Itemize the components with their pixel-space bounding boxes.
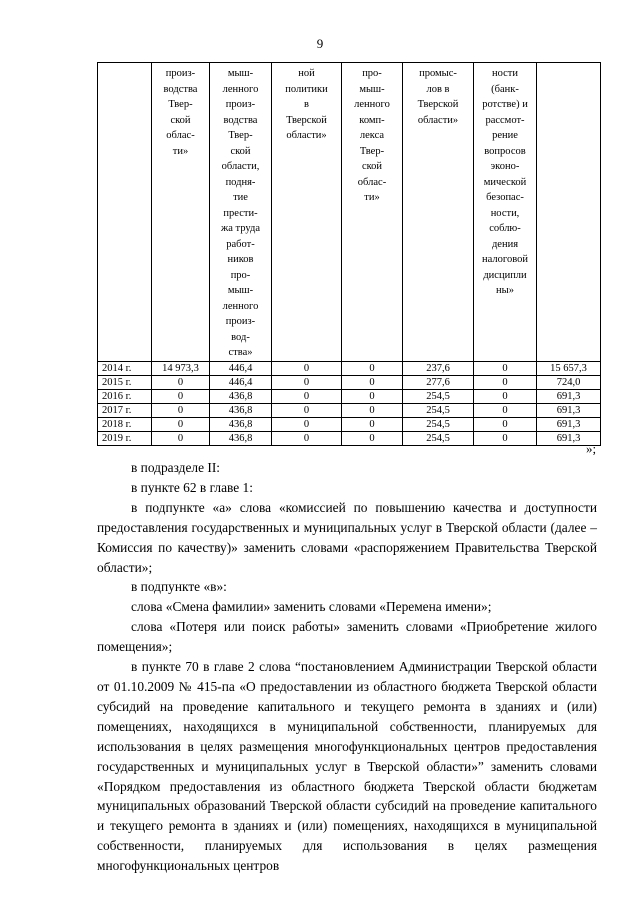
year-cell: 2014 г. [98, 361, 152, 375]
paragraph: в подпункте «в»: [131, 579, 227, 595]
value-cell: 436,8 [210, 417, 272, 431]
table-row [98, 403, 601, 417]
value-cell: 0 [342, 389, 403, 403]
value-cell: 0 [272, 431, 342, 445]
value-cell: 0 [272, 403, 342, 417]
value-cell: 0 [474, 361, 537, 375]
value-cell: 0 [342, 375, 403, 389]
value-cell: 0 [152, 403, 210, 417]
value-cell: 0 [474, 389, 537, 403]
value-cell: 0 [152, 431, 210, 445]
value-cell: 0 [342, 403, 403, 417]
value-cell: 277,6 [403, 375, 474, 389]
paragraph: в подпункте «а» слова «комиссией по повышению качества и доступности предоставления государственных и муниципальных услуг в Тверской области (далее – Комиссия по качеству)» заменить словами «распоряжением Правительства Тверской области»; [97, 499, 597, 575]
year-cell: 2015 г. [98, 375, 152, 389]
header-cell [342, 63, 403, 362]
table-header-row [98, 63, 601, 362]
year-cell: 2017 г. [98, 403, 152, 417]
table-row [98, 361, 601, 375]
value-cell: 0 [474, 375, 537, 389]
header-cell [98, 63, 152, 362]
value-cell: 0 [342, 417, 403, 431]
paragraph: слова «Потеря или поиск работы» заменить словами «Приобретение жилого помещения»; [97, 619, 597, 655]
header-cell [537, 63, 601, 362]
value-cell: 0 [342, 431, 403, 445]
value-cell: 0 [272, 389, 342, 403]
table-row [98, 431, 601, 445]
header-text: произ- водства Твер- ской облас- ти» [163, 68, 198, 157]
value-cell: 436,8 [210, 431, 272, 445]
value-cell: 446,4 [210, 361, 272, 375]
total-cell: 724,0 [537, 375, 601, 389]
paragraph: в пункте 70 в главе 2 слова “постановлением Администрации Тверской области от 01.10.2009 № 415-па «О предоставлении из областного бюджета Тверской области субсидий на проведение капитального и текущего ремонта в зданиях и (или) помещениях, находящихся в муниципальной собственности, планируемых для использования в целях размещения многофункциональных центров предоставления государственных и муниципальных услуг в Тверской области»” заменить словами «Порядком предоставления из областного бюджета Тверской области бюджетам муниципальных образований Тверской области субсидий на проведение капитального и текущего ремонта в зданиях и (или) помещениях, находящихся в муниципальной собственности, планируемых для использования в целях размещения многофункциональных центров [97, 659, 597, 874]
paragraph: в пункте 62 в главе 1: [131, 479, 253, 495]
header-cell [152, 63, 210, 362]
header-text: ной политики в Тверской области» [285, 68, 328, 141]
value-cell: 0 [474, 417, 537, 431]
value-cell: 237,6 [403, 361, 474, 375]
paragraph: в подразделе II: [131, 460, 221, 475]
value-cell: 0 [272, 375, 342, 389]
value-cell: 0 [152, 375, 210, 389]
page-number: 9 [316, 36, 324, 51]
value-cell: 0 [152, 389, 210, 403]
amendment-text [97, 458, 597, 876]
header-cell [474, 63, 537, 362]
table-row [98, 417, 601, 431]
value-cell: 254,5 [403, 403, 474, 417]
total-cell: 691,3 [537, 403, 601, 417]
value-cell: 446,4 [210, 375, 272, 389]
value-cell: 254,5 [403, 417, 474, 431]
header-cell [272, 63, 342, 362]
header-cell [403, 63, 474, 362]
value-cell: 436,8 [210, 389, 272, 403]
header-text: промыс- лов в Тверской области» [417, 68, 459, 126]
header-text: ности (банк- ротстве) и рассмот- рение вопросов эконо- мической безопас- ности, соблю- дения налоговой дисципли ны» [482, 68, 528, 296]
header-cell [210, 63, 272, 362]
total-cell: 691,3 [537, 431, 601, 445]
header-text: про- мыш- ленного комп- лекса Твер- ской облас- ти» [354, 68, 390, 203]
financing-table [97, 62, 601, 446]
value-cell: 0 [272, 361, 342, 375]
value-cell: 0 [272, 417, 342, 431]
total-cell: 691,3 [537, 417, 601, 431]
value-cell: 254,5 [403, 431, 474, 445]
table-row [98, 389, 601, 403]
value-cell: 0 [474, 431, 537, 445]
year-cell: 2016 г. [98, 389, 152, 403]
value-cell: 0 [152, 417, 210, 431]
year-cell: 2018 г. [98, 417, 152, 431]
year-cell: 2019 г. [98, 431, 152, 445]
total-cell: 15 657,3 [537, 361, 601, 375]
value-cell: 14 973,3 [152, 361, 210, 375]
value-cell: 436,8 [210, 403, 272, 417]
table-closing-quote: »; [586, 441, 597, 456]
table-row [98, 375, 601, 389]
total-cell: 691,3 [537, 389, 601, 403]
value-cell: 0 [474, 403, 537, 417]
value-cell: 254,5 [403, 389, 474, 403]
header-text: мыш- ленного произ- водства Твер- ской области, подня- тие прести- жа труда работ- ников про- мыш- ленного произ- вод- ства» [221, 68, 260, 358]
paragraph: слова «Смена фамилии» заменить словами «Перемена имени»; [131, 599, 492, 615]
value-cell: 0 [342, 361, 403, 375]
